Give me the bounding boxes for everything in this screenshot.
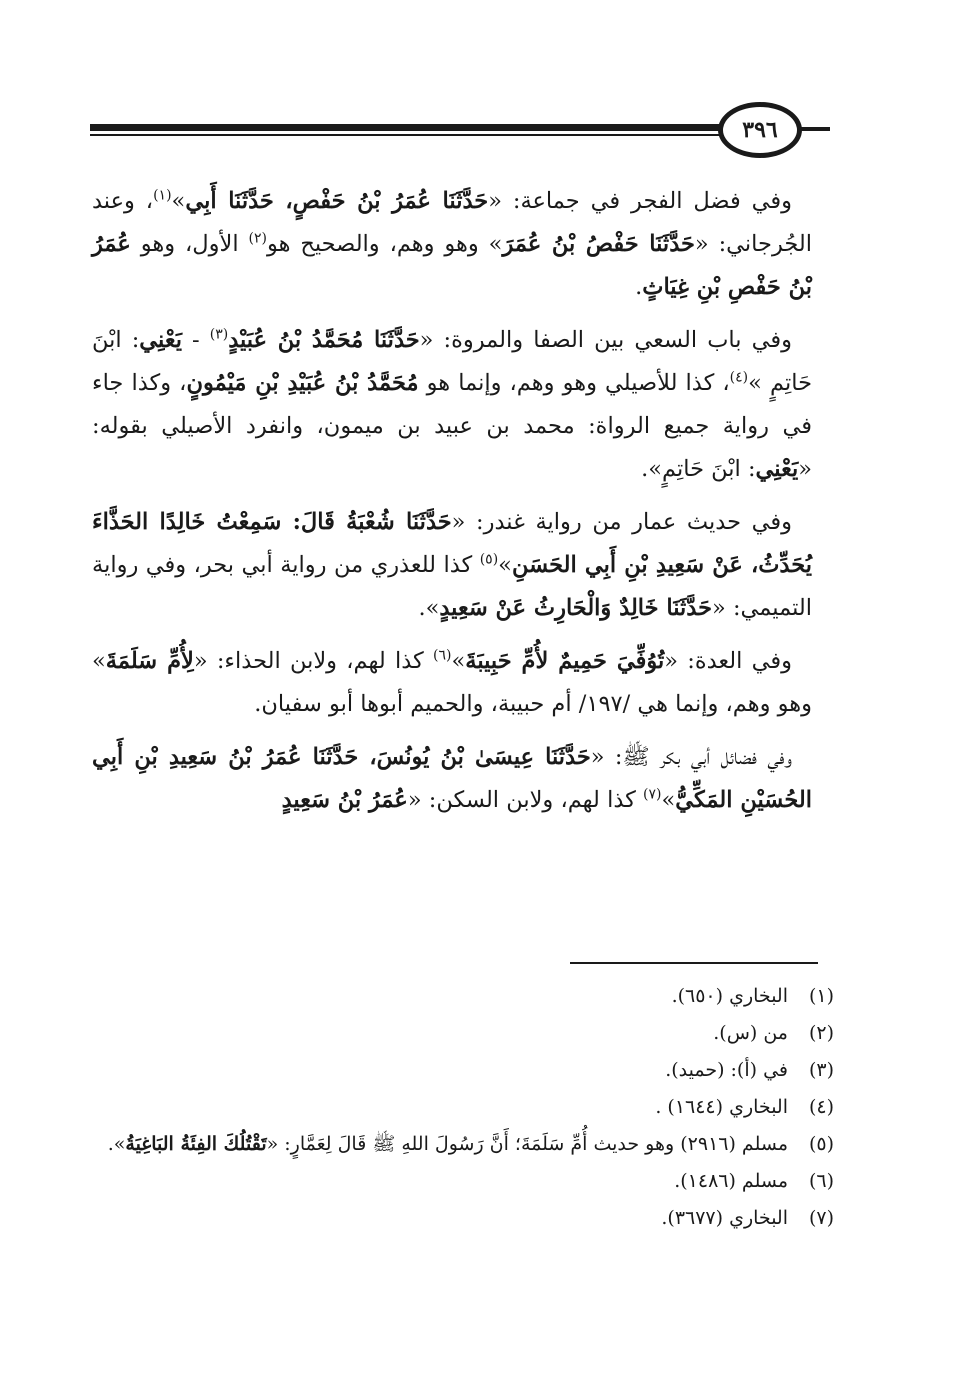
footnote-number: (١) xyxy=(808,985,834,1007)
main-text xyxy=(92,180,812,832)
footnote-text: من (س). xyxy=(713,1022,788,1044)
text-run: » xyxy=(171,188,186,214)
paragraph xyxy=(92,640,812,726)
quote-bold: عُمَرُ بْنُ سَعِيدٍ xyxy=(281,787,408,813)
text-run: كذا لهم، ولابن السكن: « xyxy=(407,787,643,813)
footnote-ref: (٣) xyxy=(209,326,229,343)
footnote xyxy=(92,1126,834,1163)
quote-bold: يَعْنِي xyxy=(139,327,182,353)
footnote-text: البخاري (٣٦٧٧). xyxy=(661,1207,788,1229)
quote-bold: يَعْنِي xyxy=(755,456,799,482)
quote-bold: تُوُفِّيَ حَمِيمٌ لأُمِّ حَبِيبَةَ xyxy=(465,648,665,674)
quote-bold: عُمَرُ بْنُ حَفْصِ بْنِ غِيَاثٍ xyxy=(92,231,812,300)
footnote-ref: (١) xyxy=(153,187,172,204)
text-run: ». xyxy=(107,1133,126,1155)
footnote xyxy=(92,978,834,1015)
footnote-number: (٧) xyxy=(808,1207,834,1229)
footnote-ref: (٥) xyxy=(479,551,499,568)
text-run: - xyxy=(181,327,210,353)
quote-bold: لِأُمِّ سَلَمَةَ xyxy=(105,648,194,674)
text-run: وفي العدة: « xyxy=(664,648,793,674)
text-run: وفي فضل الفجر في جماعة: « xyxy=(488,188,792,214)
page-number: ٣٩٦ xyxy=(718,102,802,158)
text-run: : ابْنَ حَاتِمٍ » xyxy=(92,327,812,396)
footnote-number: (٦) xyxy=(808,1170,834,1192)
footnote-text xyxy=(92,1126,788,1163)
text-run: ، وعند الجُرجاني: « xyxy=(92,188,812,257)
paragraph xyxy=(92,180,812,309)
paragraph xyxy=(92,319,812,491)
text-run: » xyxy=(451,648,466,674)
footnote-text: في (أ): (حميد). xyxy=(665,1059,788,1081)
quote-bold: تَقْتُلُكَ الفِئَةُ البَاغِيَةُ xyxy=(125,1133,267,1155)
footnote xyxy=(92,1163,834,1200)
footnote-text: مسلم (١٤٨٦). xyxy=(674,1170,788,1192)
text-run: وفي فضائل أبي بكر ﷺ: « xyxy=(590,744,793,770)
text-run: » وهو وهم، وإنما هي /١٩٧/ أم حبيبة، والحميم أبوها أبو سفيان. xyxy=(92,648,812,717)
quote-bold: حَدَّثَنَا عُمَرُ بْنُ حَفْصٍ، حَدَّثَنَا أَبِي xyxy=(185,188,489,214)
text-run: ». xyxy=(418,595,440,621)
text-run: . xyxy=(635,274,643,300)
paragraph xyxy=(92,501,812,630)
quote-bold: حَدَّثَنَا عِيسَىٰ بْنُ يُونُسَ، حَدَّثَنَا عُمَرُ بْنُ سَعِيدِ بْنِ أَبِي الحُسَيْنِ المَكِّيُّ xyxy=(92,744,812,813)
quote-bold: حَدَّثَنَا مُحَمَّدُ بْنُ عُبَيْدٍ xyxy=(228,327,420,353)
text-run: الأول، وهو xyxy=(130,231,249,257)
footnote-ref: (٤) xyxy=(729,369,749,386)
footnote xyxy=(92,1089,834,1126)
text-run: مسلم (٢٩١٦) وهو حديث أُمِّ سَلَمَةَ؛ أَنَّ رَسُولَ اللهِ ﷺ قَالَ لِعَمَّارٍ: « xyxy=(266,1133,788,1155)
footnotes xyxy=(92,978,834,1237)
text-run: وفي باب السعي بين الصفا والمروة: « xyxy=(419,327,792,353)
footnote-number: (٢) xyxy=(808,1022,834,1044)
text-run: ، وكذا جاء في رواية جميع الرواة: محمد بن عبيد بن ميمون، وانفرد الأصيلي بقوله: « xyxy=(92,370,812,482)
footnote xyxy=(92,1015,834,1052)
text-run: ، كذا للأصيلي وهو وهم، وإنما هو xyxy=(418,370,730,396)
text-run: : ابْنَ حَاتِمٍ». xyxy=(641,456,756,482)
quote-bold: حَدَّثَنَا خَالِدٌ وَالْحَارِثُ عَنْ سَعِيدٍ xyxy=(439,595,713,621)
page-header xyxy=(90,100,830,160)
footnote-number: (٣) xyxy=(808,1059,834,1081)
footnote-text: البخاري (٦٥٠). xyxy=(671,985,788,1007)
header-rule-thick xyxy=(90,124,730,131)
header-rule-thin xyxy=(90,134,730,136)
text-run: » xyxy=(661,787,676,813)
footnote-ref: (٧) xyxy=(643,786,662,803)
footnote-ref: (٢) xyxy=(248,230,267,247)
footnote-number: (٥) xyxy=(808,1133,834,1155)
text-run: كذا لهم، ولابن الحذاء: « xyxy=(193,648,434,674)
text-run: » وهو وهم، والصحيح هو xyxy=(266,231,503,257)
footnote-ref: (٦) xyxy=(433,647,452,664)
text-run: كذا للعذري من رواية أبي بحر، وفي رواية التميمي: « xyxy=(92,552,812,621)
footnote xyxy=(92,1200,834,1237)
text-run: » xyxy=(498,552,512,578)
paragraph xyxy=(92,736,812,822)
footnote xyxy=(92,1052,834,1089)
quote-bold: حَدَّثَنَا شُعْبَةُ قَالَ: سَمِعْتُ خَالِدًا الحَذَّاءَ يُحَدِّثُ، عَنْ سَعِيدِ بْنِ أَبِي الحَسَنِ xyxy=(92,509,812,578)
footnote-number: (٤) xyxy=(808,1096,834,1118)
text-run: وفي حديث عمار من رواية غندر: « xyxy=(451,509,792,535)
quote-bold: مُحَمَّدُ بْنُ عُبَيْدِ بْنِ مَيْمُونٍ xyxy=(186,370,419,396)
footnote-separator xyxy=(570,962,818,964)
footnote-text: البخاري (١٦٤٤) . xyxy=(655,1096,788,1118)
quote-bold: حَدَّثَنَا حَفْصُ بْنُ عُمَرَ xyxy=(502,231,695,257)
